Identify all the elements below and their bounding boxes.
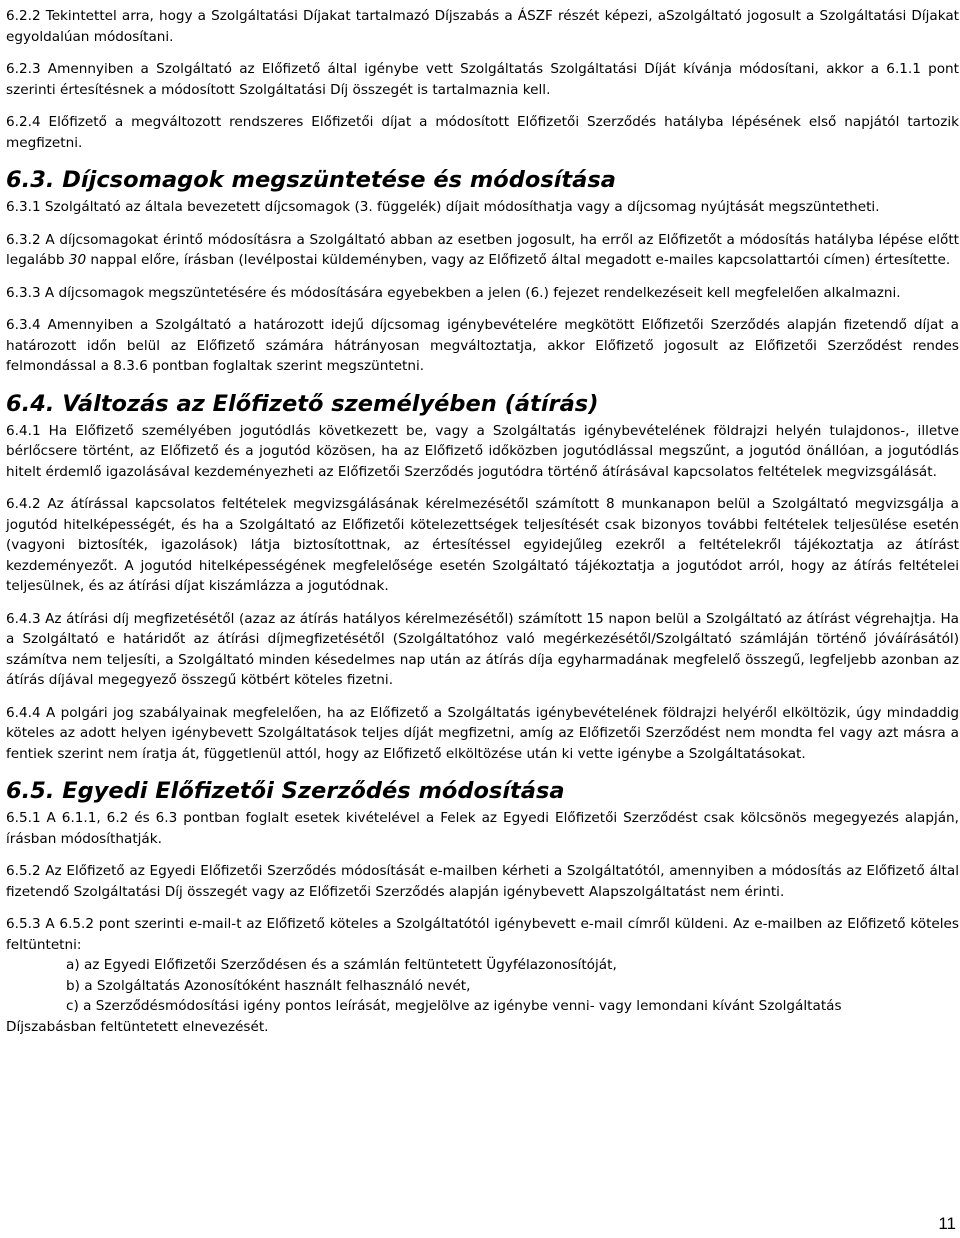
paragraph-6-3-2-part-b: nappal előre, írásban (levélpostai küldeményben, vagy az Előfizető által megadott e-mailes kapcsolattartói címen) értesítette. (86, 252, 951, 268)
page-number: 11 (938, 1214, 956, 1233)
paragraph-6-2-2: 6.2.2 Tekintettel arra, hogy a Szolgáltatási Díjakat tartalmazó Díjszabás a ÁSZF részét képezi, aSzolgáltató jogosult a Szolgáltatási Díjakat egyoldalúan módosítani. (6, 8, 959, 45)
list-item: a) az Egyedi Előfizetői Szerződésen és a számlán feltüntetett Ügyfélazonosítóját, (66, 957, 617, 973)
paragraph-6-2-4: 6.2.4 Előfizető a megváltozott rendszeres Előfizetői díjat a módosított Előfizetői Szerződés hatályba lépésének első napjától tartozik megfizetni. (6, 114, 959, 151)
paragraph-6-4-1: 6.4.1 Ha Előfizető személyében jogutódlás következett be, vagy a Szolgáltatás igénybevételének földrajzi helyén tulajdonos-, illetve bérlőcsere történt, az Előfizető és a jogutód közösen, ha az Előfizető időközben jogutódlással megszűnt, a jogutód önállóan, a jogutódlás hitelt érdemlő igazolásával kezdeményezheti az Előfizetői Szerződés jogutódra történő átírásával kapcsolatos feltételek megvizsgálását. (6, 422, 959, 480)
list-item-continuation: Díjszabásban feltüntetett elnevezését. (6, 1018, 269, 1035)
paragraph-6-2-3: 6.2.3 Amennyiben a Szolgáltató az Előfizető által igénybe vett Szolgáltatás Szolgáltatási Díját kívánja módosítani, akkor a 6.1.1 pont szerinti értesítésnek a módosított Szolgáltatási Díj összegét is tartalmaznia kell. (6, 61, 959, 98)
paragraph-6-3-4: 6.3.4 Amennyiben a Szolgáltató a határozott idejű díjcsomag igénybevételére megkötött Előfizetői Szerződés alapján fizetendő díjat a határozott időn belül az Előfizető számára hátrányosan megváltoztatja, akkor Előfizető jogosult az Előfizetői Szerződést rendes felmondással a 8.3.6 pontban foglaltak szerint megszüntetni. (6, 317, 959, 374)
notice-days-value: 30 (68, 252, 87, 268)
list-item: c) a Szerződésmódosítási igény pontos leírását, megjelölve az igénybe venni- vagy lemondani kívánt Szolgáltatás (66, 998, 842, 1014)
section-heading-6-3: 6.3. Díjcsomagok megszüntetése és módosítása (6, 167, 616, 193)
paragraph-6-5-3: 6.5.3 A 6.5.2 pont szerinti e-mail-t az Előfizető köteles a Szolgáltatótól igénybevett e-mail címről küldeni. Az e-mailben az Előfizető köteles feltüntetni: (6, 916, 959, 953)
paragraph-6-5-2: 6.5.2 Az Előfizető az Egyedi Előfizetői Szerződés módosítását e-mailben kérheti a Szolgáltatótól, amennyiben a módosítás az Előfizető által fizetendő Szolgáltatási Díj összegét vagy az Előfizetői Szerződés alapján igénybevett Alapszolgáltatást nem érinti. (6, 863, 959, 900)
paragraph-6-3-2-part-a: 6.3.2 A díjcsomagokat érintő módosításra a Szolgáltató abban az esetben jogosult, ha erről az Előfizetőt a módosítás hatályba lépése előtt legalább (6, 231, 959, 268)
paragraph-6-3-1: 6.3.1 Szolgáltató az általa bevezetett díjcsomagok (3. függelék) díjait módosíthatja vagy a díjcsomag nyújtását megszüntetheti. (6, 199, 880, 215)
required-fields-list (6, 955, 959, 1037)
section-heading-6-5: 6.5. Egyedi Előfizetői Szerződés módosítása (6, 778, 565, 804)
section-heading-6-4: 6.4. Változás az Előfizető személyében (átírás) (6, 390, 599, 417)
paragraph-6-4-3: 6.4.3 Az átírási díj megfizetésétől (azaz az átírás hatályos kérelmezésétől) számított 15 napon belül a Szolgáltató az átírást végrehajtja. Ha a Szolgáltató e határidőt az átírási díjmegfizetésétől (Szolgáltatóhoz való megérkezésétől/Szolgáltató számláján történő jóváírásától) számítva nem teljesíti, a Szolgáltató minden késedelmes nap után az átírás díja egyharmadának megfelelő összegű, legfeljebb azonban az átírás díjával megegyező összegű kötbért köteles fizetni. (6, 610, 959, 688)
list-item: b) a Szolgáltatás Azonosítóként használt felhasználó nevét, (66, 977, 471, 994)
paragraph-6-5-1: 6.5.1 A 6.1.1, 6.2 és 6.3 pontban foglalt esetek kivételével a Felek az Egyedi Előfizetői Szerződést csak kölcsönös megegyezés alapján, írásban módosíthatják. (6, 810, 959, 847)
paragraph-6-3-3: 6.3.3 A díjcsomagok megszüntetésére és módosítására egyebekben a jelen (6.) fejezet rendelkezéseit kell megfelelően alkalmazni. (6, 284, 901, 301)
paragraph-6-4-2: 6.4.2 Az átírással kapcsolatos feltételek megvizsgálásának kérelmezésétől számított 8 munkanapon belül a Szolgáltató megvizsgálja a jogutód hitelképességét, és ha a Szolgáltató az Előfizetői kötelezettségek teljesítését csak bizonyos további feltételek teljesülése esetén (vagyoni biztosíték, igazolások) látja biztosítottnak, az értesítéssel egyidejűleg ezekről a feltételekről tájékoztatja az átírást kezdeményezőt. A jogutód hitelképességének megfelelősége esetén Szolgáltató tájékoztatja a jogutódot arról, hogy az átírás feltételei teljesülnek, és az átírási díjat kiszámlázza a jogutódnak. (6, 496, 959, 594)
document-page (6, 0, 959, 1037)
paragraph-6-3-2 (6, 230, 959, 271)
paragraph-6-4-4: 6.4.4 A polgári jog szabályainak megfelelően, ha az Előfizető a Szolgáltatás igénybevételének földrajzi helyéről elköltözik, úgy mindaddig köteles az adott helyen igénybevett Szolgáltatások teljes díját megfizetni, amíg az Előfizetői Szerződést nem mondta fel vagy azt másra a fentiek szerint nem íratja át, függetlenül attól, hogy az Előfizető elköltözése után ki vette igénybe a Szolgáltatásokat. (6, 704, 959, 762)
